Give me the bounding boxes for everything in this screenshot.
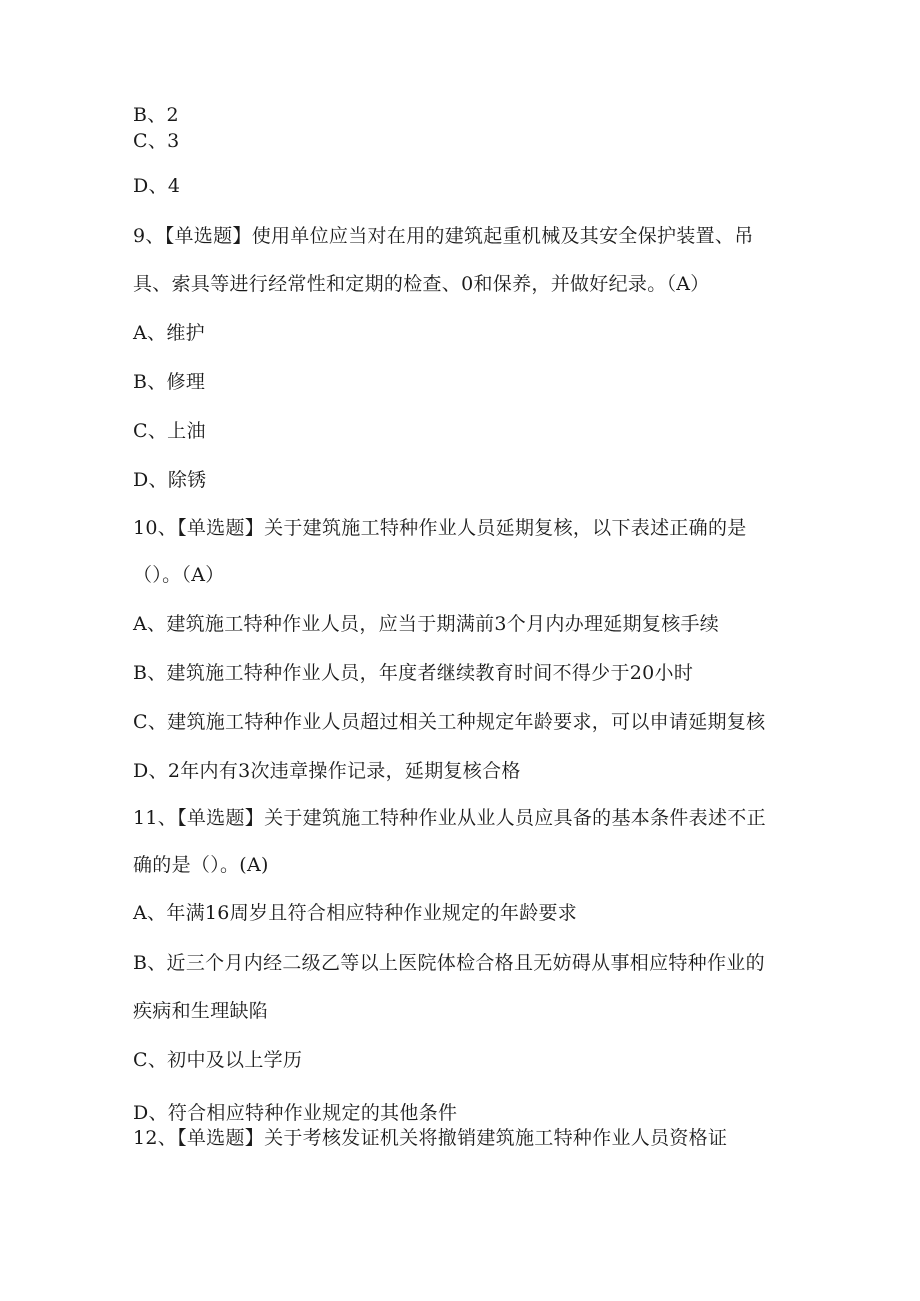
q11-option-b-line1: B、近三个月内经二级乙等以上医院体检合格且无妨碍从事相应特种作业的 (133, 952, 765, 974)
q11-option-c: C、初中及以上学历 (133, 1049, 303, 1071)
q9-stem-line2: 具、索具等进行经常性和定期的检查、0和保养，并做好纪录。（A） (133, 273, 710, 295)
q10-stem-line2: （）。（A） (133, 564, 225, 586)
q9-option-a: A、维护 (133, 322, 205, 344)
q9-option-b: B、修理 (133, 371, 206, 393)
q11-stem-line1: 11、【单选题】关于建筑施工特种作业从业人员应具备的基本条件表述不正 (133, 807, 766, 829)
q10-option-a: A、建筑施工特种作业人员，应当于期满前3个月内办理延期复核手续 (133, 613, 720, 635)
q10-stem-line1: 10、【单选题】关于建筑施工特种作业人员延期复核，以下表述正确的是 (133, 517, 747, 539)
q8-option-d: D、4 (133, 175, 181, 197)
q9-option-d: D、除锈 (133, 469, 207, 491)
q10-option-d: D、2年内有3次违章操作记录，延期复核合格 (133, 760, 521, 782)
q11-option-a: A、年满16周岁且符合相应特种作业规定的年龄要求 (133, 902, 578, 924)
q8-option-c: C、3 (133, 130, 180, 152)
q9-option-c: C、上油 (133, 420, 206, 442)
q9-stem-line1: 9、【单选题】使用单位应当对在用的建筑起重机械及其安全保护装置、吊 (133, 225, 754, 247)
q11-stem-line2: 确的是（）。(A) (133, 854, 269, 876)
q11-option-d: D、符合相应特种作业规定的其他条件 (133, 1102, 458, 1124)
q11-option-b-line2: 疾病和生理缺陷 (133, 1000, 269, 1022)
q12-stem-line1: 12、【单选题】关于考核发证机关将撤销建筑施工特种作业人员资格证 (133, 1127, 728, 1149)
q8-option-b: B、2 (133, 104, 179, 126)
q10-option-b: B、建筑施工特种作业人员，年度者继续教育时间不得少于20小时 (133, 662, 694, 684)
q10-option-c: C、建筑施工特种作业人员超过相关工种规定年龄要求，可以申请延期复核 (133, 711, 766, 733)
